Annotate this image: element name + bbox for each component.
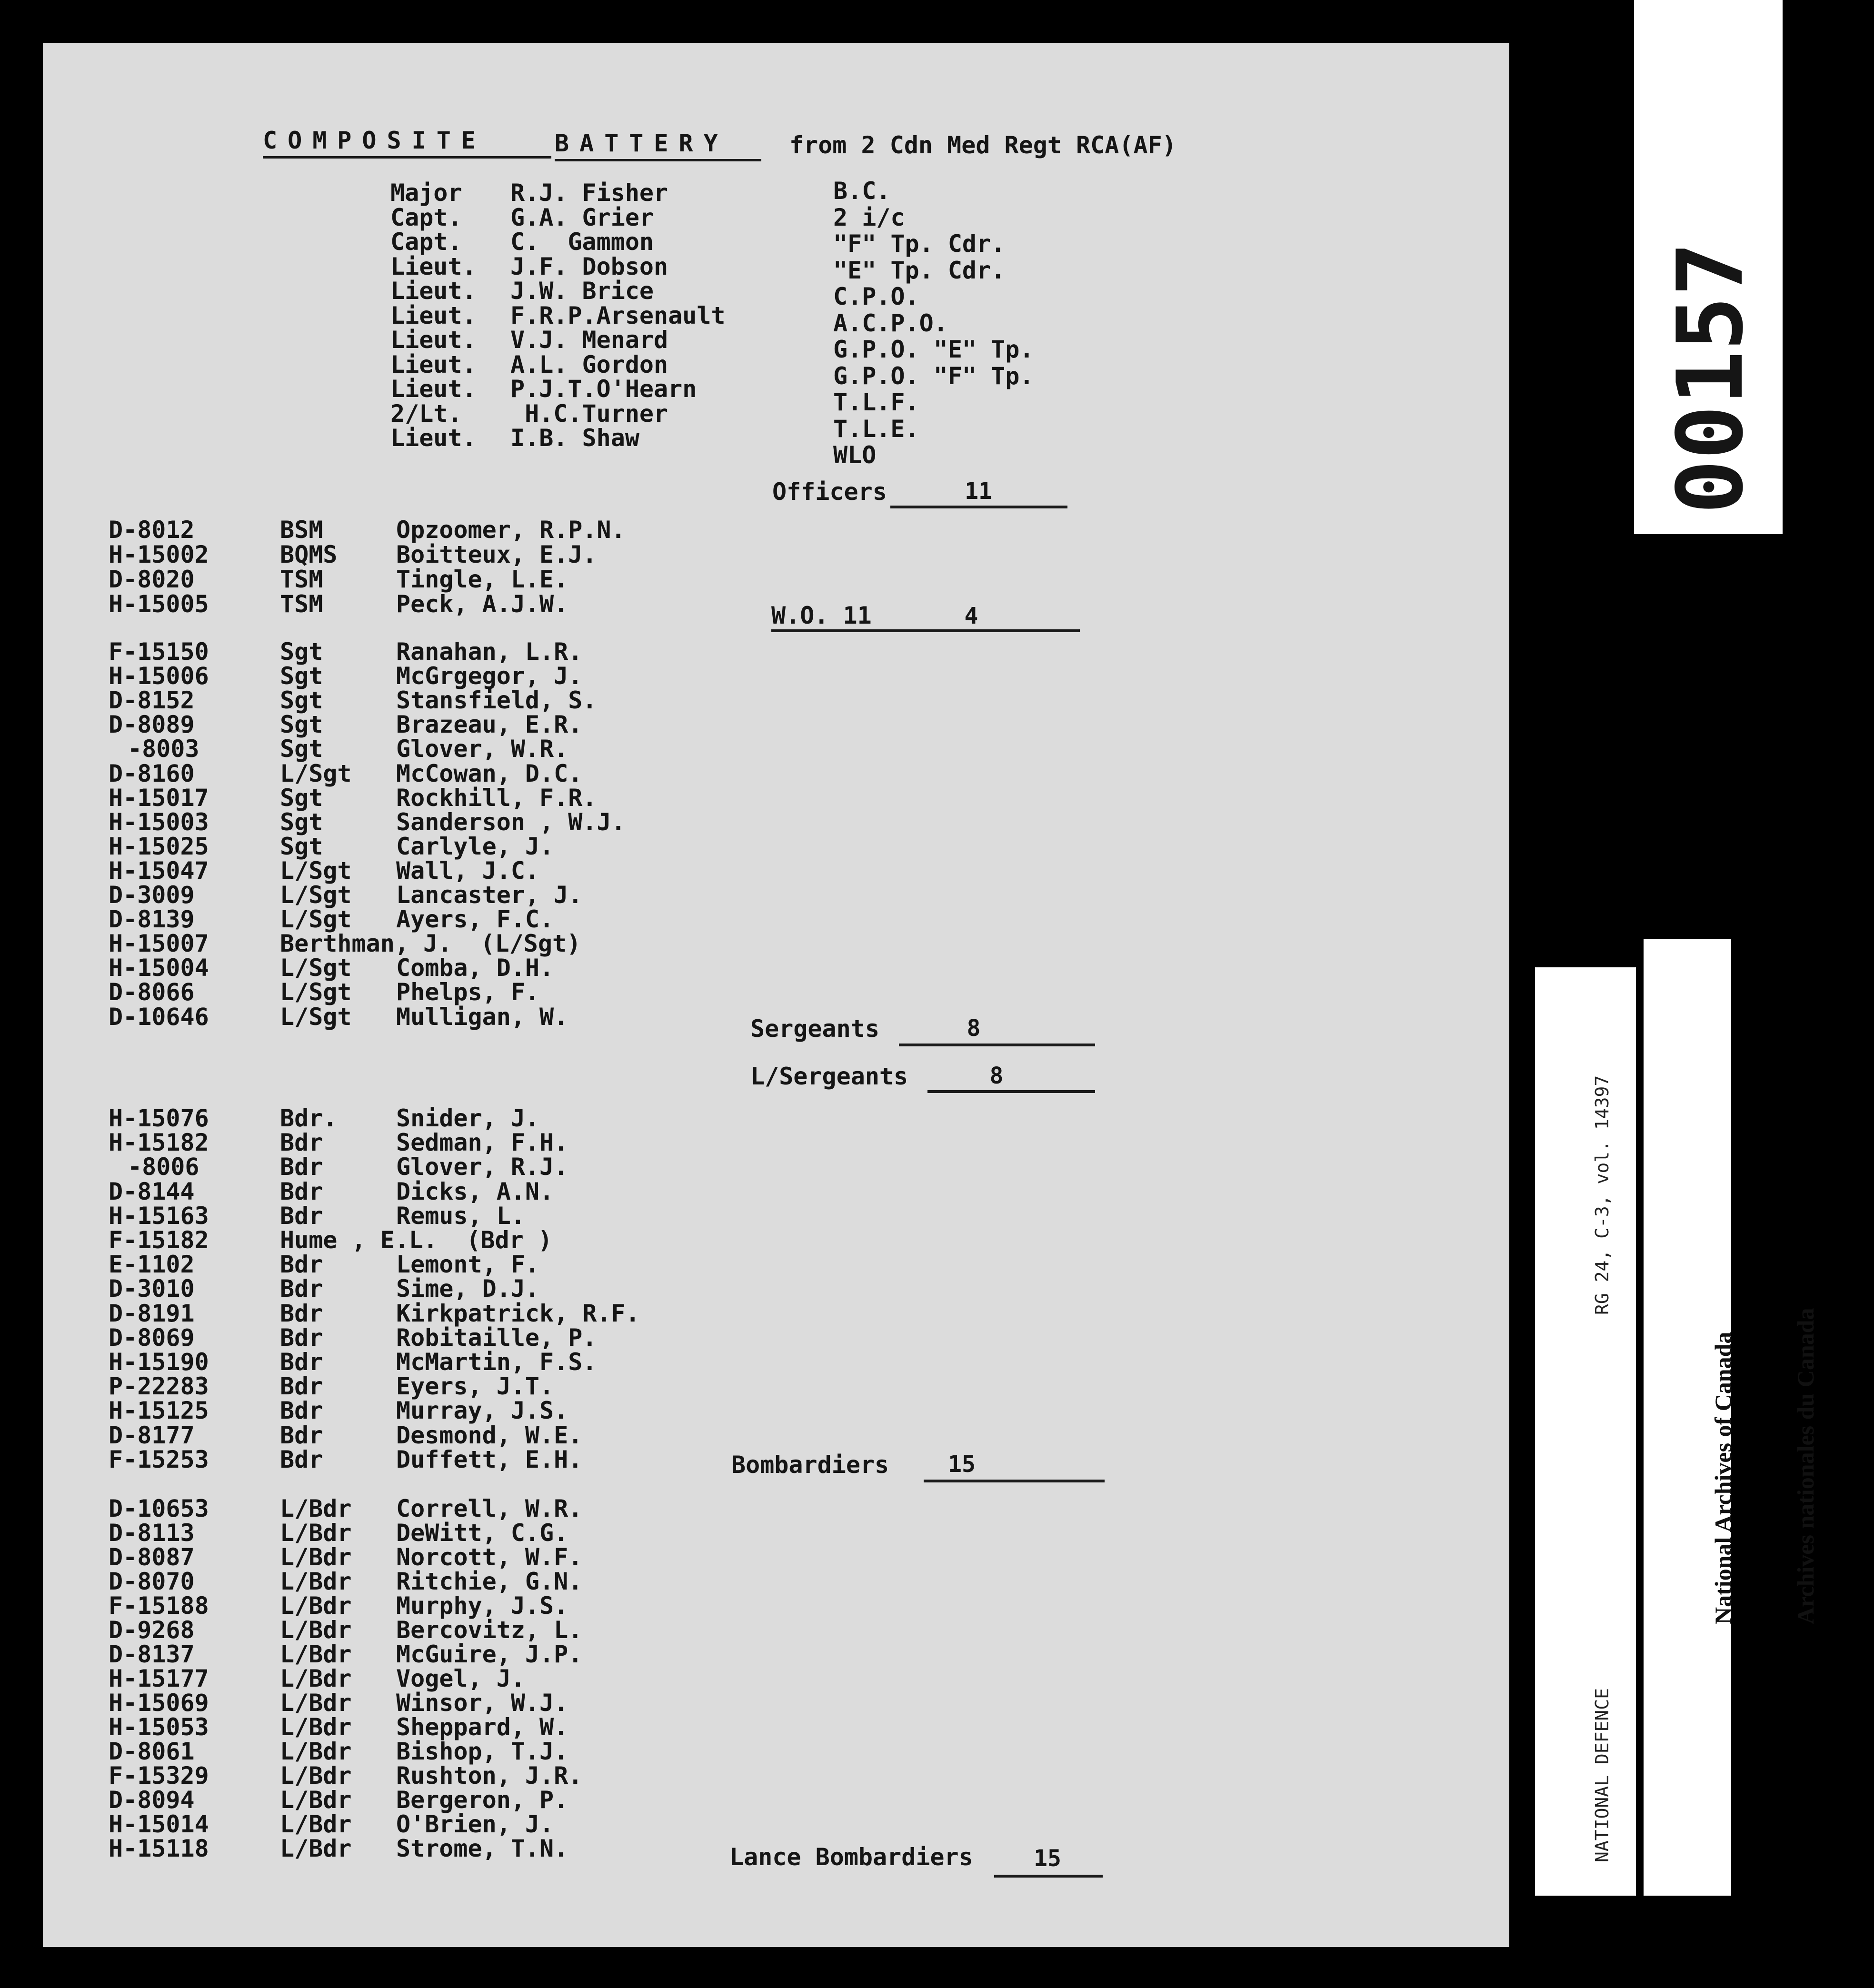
row-rank: L/Sgt [280,881,352,909]
reference-line-1: RG 24, C-3, vol. 14397 [1591,1075,1613,1315]
row-name: Opzoomer, R.P.N. [396,516,626,544]
officer-name: H.C.Turner [510,399,668,427]
header-regiment: from 2 Cdn Med Regt RCA(AF) [789,131,1176,159]
wo-total-label: W.O. 11 [771,602,872,629]
row-no: H-15003 [109,808,209,836]
archives-line-1: National Archives of Canada [1710,1332,1736,1624]
row-name: Correll, W.R. [396,1495,583,1522]
officers-total-count: 11 [965,478,992,505]
row-rank: Bdr [280,1129,323,1156]
row-no: H-15002 [109,541,209,568]
officer-rank: Major [390,179,462,207]
row-rank: L/Bdr [280,1519,352,1547]
row-no: D-10653 [109,1495,209,1522]
row-name: Stansfield, S. [396,686,597,714]
row-rank: Sgt [280,686,323,714]
row-rank: L/Bdr [280,1762,352,1789]
row-rank: Bdr [280,1348,323,1376]
officer-role: "E" Tp. Cdr. [833,256,1006,284]
row-name: Lancaster, J. [396,881,583,909]
row-name: Duffett, E.H. [396,1446,583,1473]
row-rank: L/Sgt [280,857,352,885]
row-rank: L/Bdr [280,1640,352,1668]
row-name: Strome, T.N. [396,1835,568,1862]
row-no: D-8152 [109,686,195,714]
officer-name: P.J.T.O'Hearn [510,375,697,403]
officer-role: T.L.E. [833,415,919,443]
row-name: Eyers, J.T. [396,1372,554,1400]
row-name: Robitaille, P. [396,1324,597,1352]
officer-name: J.F. Dobson [510,252,668,280]
row-rank: Bdr [280,1178,323,1205]
row-no: D-8094 [109,1786,195,1814]
row-no: D-8160 [109,760,195,787]
row-no: F-15182 [109,1226,209,1254]
officer-rank: Lieut. [390,350,477,378]
row-no: D-8113 [109,1519,195,1547]
officer-name: G.A. Grier [510,203,654,231]
bombardiers-total-line [924,1480,1105,1482]
row-rank: L/Bdr [280,1495,352,1522]
row-name: Desmond, W.E. [396,1421,583,1449]
row-no: D-8087 [109,1543,195,1571]
row-rank: Sgt [280,808,323,836]
lsergeants-total-line [927,1090,1095,1093]
lbdr-total-line [994,1875,1103,1878]
officer-role: B.C. [833,177,891,205]
row-rank: TSM [280,590,323,618]
row-rank: Bdr [280,1324,323,1352]
row-rank: Bdr [280,1251,323,1278]
officer-name: V.J. Menard [510,326,668,354]
officer-role: G.P.O. "F" Tp. [833,362,1034,390]
row-rank: BQMS [280,541,338,568]
row-no: H-15163 [109,1202,209,1230]
row-no: D-8089 [109,711,195,738]
row-rank: Bdr [280,1397,323,1424]
row-rank: L/Bdr [280,1738,352,1765]
officer-role: G.P.O. "E" Tp. [833,336,1034,363]
row-rank: Bdr. [280,1104,338,1132]
row-rank: Sgt [280,735,323,763]
row-name: Ranahan, L.R. [396,638,583,666]
row-name: Berthman, J. (L/Sgt) [280,930,581,957]
row-name: Bergeron, P. [396,1786,568,1814]
row-name: Remus, L. [396,1202,525,1230]
row-rank: Bdr [280,1372,323,1400]
row-no: -8003 [128,735,199,763]
row-name: Glover, W.R. [396,735,568,763]
row-rank: Sgt [280,833,323,860]
row-rank: L/Bdr [280,1713,352,1741]
row-name: DeWitt, C.G. [396,1519,568,1547]
row-rank: Sgt [280,711,323,738]
row-no: D-8191 [109,1300,195,1327]
row-rank: L/Sgt [280,905,352,933]
row-name: O'Brien, J. [396,1810,554,1838]
row-name: Rockhill, F.R. [396,784,597,812]
row-name: Bercovitz, L. [396,1616,583,1644]
officer-rank: Capt. [390,203,462,231]
row-name: Sedman, F.H. [396,1129,568,1156]
row-name: Sanderson , W.J. [396,808,626,836]
row-no: H-15047 [109,857,209,885]
row-no: E-1102 [109,1251,195,1278]
row-rank: L/Sgt [280,978,352,1006]
officer-role: 2 i/c [833,203,905,231]
row-name: Murphy, J.S. [396,1592,568,1620]
row-no: H-15017 [109,784,209,812]
row-name: Sime, D.J. [396,1275,540,1302]
row-no: D-8020 [109,566,195,593]
row-no: H-15182 [109,1129,209,1156]
row-rank: L/Bdr [280,1665,352,1692]
row-name: Kirkpatrick, R.F. [396,1300,640,1327]
row-rank: L/Bdr [280,1616,352,1644]
row-no: H-15053 [109,1713,209,1741]
row-name: Peck, A.J.W. [396,590,568,618]
bombardiers-total-count: 15 [948,1451,976,1478]
row-rank: L/Bdr [280,1568,352,1595]
row-no: H-15006 [109,662,209,690]
row-name: Mulligan, W. [396,1003,568,1031]
archives-line-2: Archives nationales du Canada [1792,1308,1819,1624]
officer-name: A.L. Gordon [510,350,668,378]
row-no: H-15007 [109,930,209,957]
row-no: D-3010 [109,1275,195,1302]
row-rank: TSM [280,566,323,593]
row-no: D-9268 [109,1616,195,1644]
officers-total-line [890,506,1067,508]
row-no: D-8061 [109,1738,195,1765]
row-name: Snider, J. [396,1104,540,1132]
row-rank: L/Sgt [280,954,352,982]
row-no: -8006 [128,1153,199,1181]
row-name: Brazeau, E.R. [396,711,583,738]
officer-role: T.L.F. [833,388,919,416]
row-rank: L/Bdr [280,1835,352,1862]
row-name: Ayers, F.C. [396,905,554,933]
row-name: Sheppard, W. [396,1713,568,1741]
row-name: McMartin, F.S. [396,1348,597,1376]
officer-role: C.P.O. [833,283,919,310]
row-name: Boitteux, E.J. [396,541,597,568]
wo-total-count: 4 [964,603,978,629]
row-no: D-8066 [109,978,195,1006]
officer-name: C. Gammon [510,228,654,256]
header-composite: COMPOSITE [263,127,486,154]
row-name: Tingle, L.E. [396,566,568,593]
row-no: H-15118 [109,1835,209,1862]
row-rank: L/Bdr [280,1689,352,1717]
officer-rank: Lieut. [390,424,477,452]
row-name: Norcott, W.F. [396,1543,583,1571]
row-no: H-15004 [109,954,209,982]
officer-name: J.W. Brice [510,277,654,305]
row-no: H-15014 [109,1810,209,1838]
row-no: D-8144 [109,1178,195,1205]
row-no: H-15177 [109,1665,209,1692]
row-no: H-15190 [109,1348,209,1376]
lsergeants-total-count: 8 [989,1063,1004,1089]
officer-rank: Lieut. [390,301,477,329]
archives-label [1644,939,1819,1896]
officer-rank: Lieut. [390,375,477,403]
row-no: H-15076 [109,1104,209,1132]
row-rank: Bdr [280,1202,323,1230]
row-name: Murray, J.S. [396,1397,568,1424]
row-rank: BSM [280,516,323,544]
officer-name: R.J. Fisher [510,179,668,207]
row-name: McGuire, J.P. [396,1640,583,1668]
officer-rank: Lieut. [390,326,477,354]
row-rank: Sgt [280,638,323,666]
department-line-1: NATIONAL DEFENCE [1591,1688,1613,1862]
row-no: D-8139 [109,905,195,933]
row-rank: L/Bdr [280,1786,352,1814]
lbdr-total-count: 15 [1034,1845,1061,1872]
row-name: McGrgegor, J. [396,662,583,690]
row-rank: Bdr [280,1300,323,1327]
row-no: F-15188 [109,1592,209,1620]
document-page [43,43,1509,1947]
row-no: D-8070 [109,1568,195,1595]
frame-number: 00157 [1658,242,1763,514]
row-no: D-3009 [109,881,195,909]
row-name: Hume , E.L. (Bdr ) [280,1226,552,1254]
sergeants-total-label: Sergeants [750,1015,879,1043]
sergeants-total-line [899,1044,1095,1046]
row-no: D-10646 [109,1003,209,1031]
row-name: Lemont, F. [396,1251,540,1278]
archives-text [1655,1308,1874,1624]
header-underline-composite [263,156,551,159]
row-no: D-8012 [109,516,195,544]
row-no: H-15005 [109,590,209,618]
officer-role: "F" Tp. Cdr. [833,230,1006,258]
row-name: Wall, J.C. [396,857,540,885]
row-no: P-22283 [109,1372,209,1400]
row-name: Bishop, T.J. [396,1738,568,1765]
row-name: Glover, R.J. [396,1153,568,1181]
row-no: D-8137 [109,1640,195,1668]
officer-name: F.R.P.Arsenault [510,301,726,329]
reference-label [1535,967,1636,1896]
officer-rank: Capt. [390,228,462,256]
row-name: Comba, D.H. [396,954,554,982]
officer-role: A.C.P.O. [833,309,948,337]
row-no: F-15329 [109,1762,209,1789]
row-rank: Bdr [280,1446,323,1473]
row-name: Winsor, W.J. [396,1689,568,1717]
row-no: H-15069 [109,1689,209,1717]
row-name: McCowan, D.C. [396,760,583,787]
row-no: H-15125 [109,1397,209,1424]
frame-number-stamp [1634,0,1783,534]
lbdr-total-label: Lance Bombardiers [729,1843,973,1871]
row-no: F-15150 [109,638,209,666]
row-name: Carlyle, J. [396,833,554,860]
header-underline-battery [555,159,761,161]
officers-total-label: Officers [772,478,887,506]
row-rank: L/Bdr [280,1810,352,1838]
lsergeants-total-label: L/Sergeants [750,1063,908,1090]
row-rank: Sgt [280,662,323,690]
row-name: Vogel, J. [396,1665,525,1692]
row-rank: L/Bdr [280,1543,352,1571]
row-no: F-15253 [109,1446,209,1473]
header-battery: BATTERY [555,129,728,157]
row-rank: Bdr [280,1421,323,1449]
row-rank: L/Sgt [280,1003,352,1031]
row-no: D-8177 [109,1421,195,1449]
sergeants-total-count: 8 [967,1015,981,1042]
row-name: Phelps, F. [396,978,540,1006]
row-rank: Sgt [280,784,323,812]
row-name: Dicks, A.N. [396,1178,554,1205]
officer-rank: 2/Lt. [390,399,462,427]
row-name: Ritchie, G.N. [396,1568,583,1595]
officer-name: I.B. Shaw [510,424,639,452]
row-name: Rushton, J.R. [396,1762,583,1789]
row-rank: Bdr [280,1153,323,1181]
officer-rank: Lieut. [390,252,477,280]
row-rank: L/Bdr [280,1592,352,1620]
officer-rank: Lieut. [390,277,477,305]
officer-role: WLO [833,441,877,469]
row-no: H-15025 [109,833,209,860]
row-rank: Bdr [280,1275,323,1302]
wo-total-line [771,629,1080,632]
bombardiers-total-label: Bombardiers [731,1451,889,1479]
row-no: D-8069 [109,1324,195,1352]
row-rank: L/Sgt [280,760,352,787]
